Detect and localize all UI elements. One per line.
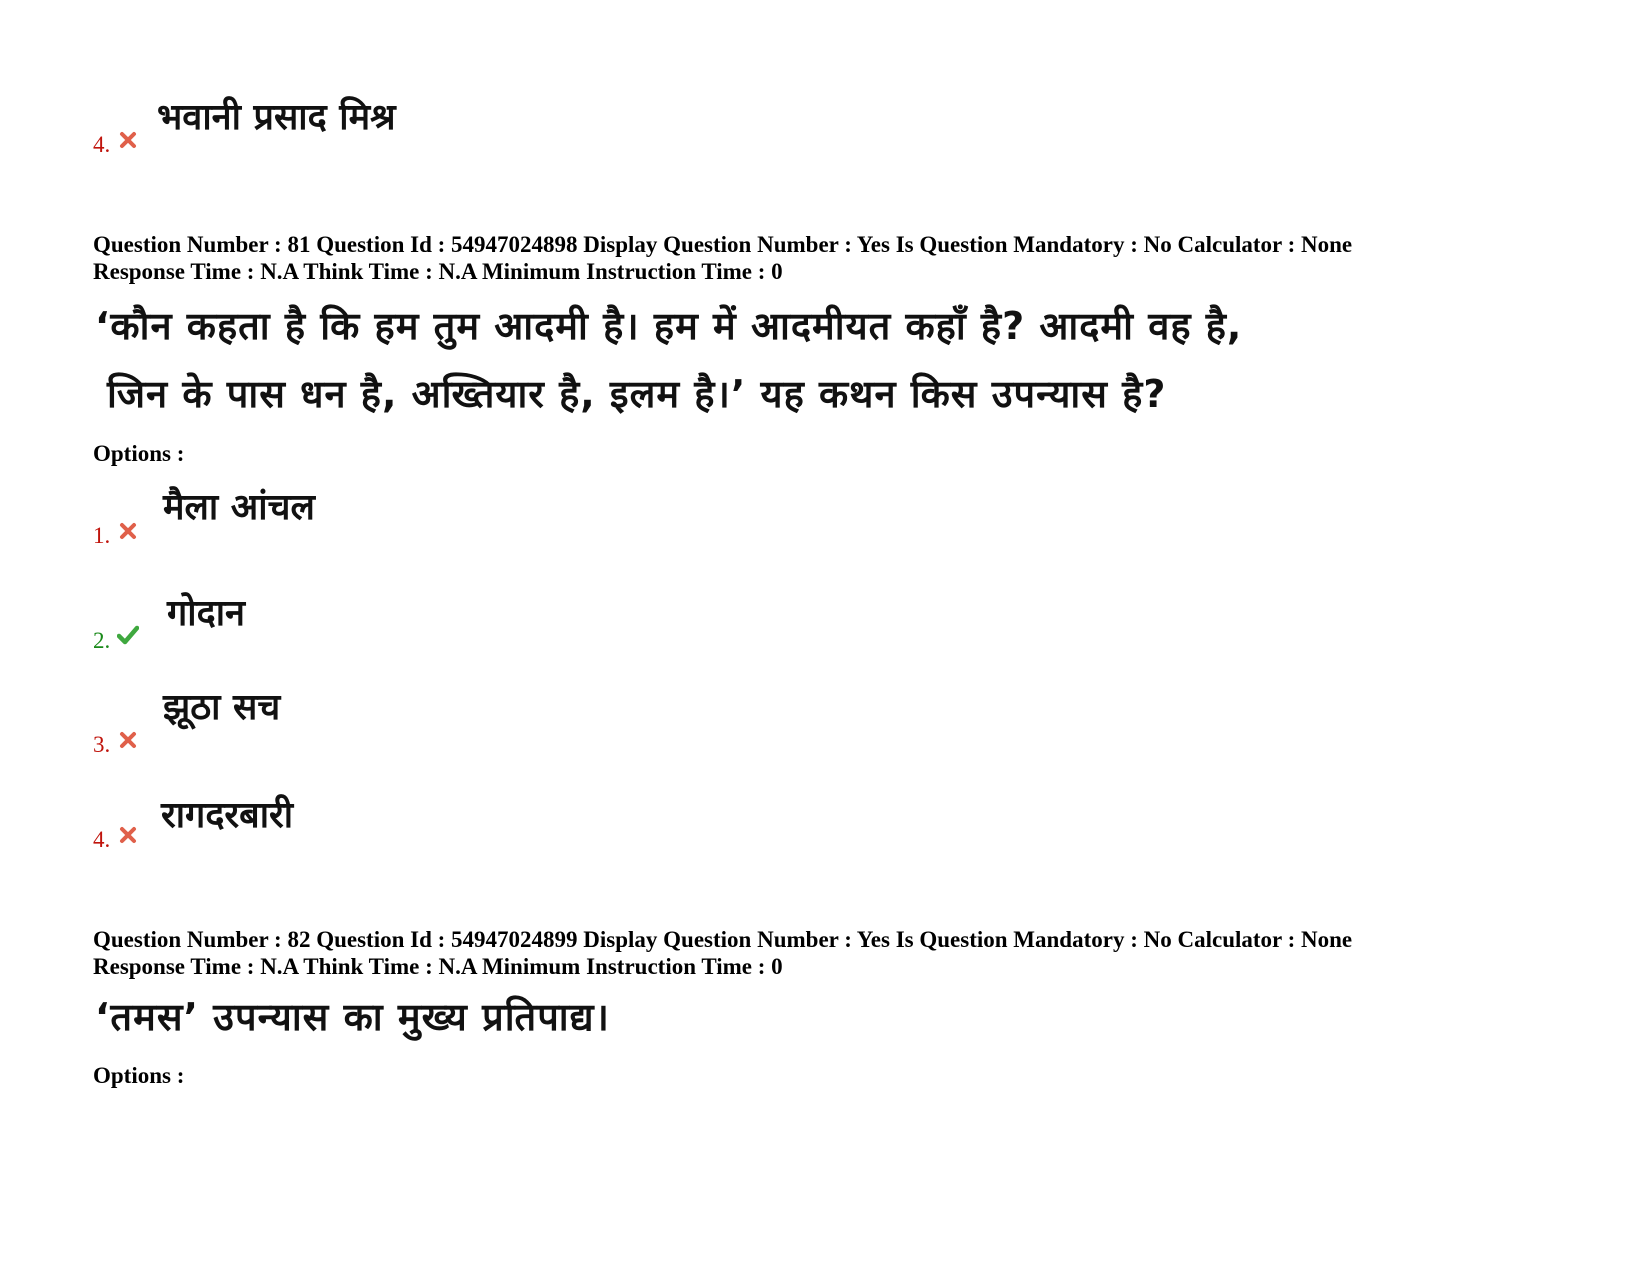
question-text-line2: जिन के पास धन है, अख्तियार है, इलम है।’ यह कथन किस उपन्यास है? xyxy=(107,372,1167,416)
question-text-line1: ‘कौन कहता है कि हम तुम आदमी है। हम में आदमीयत कहाँ है? आदमी वह है, xyxy=(95,304,1243,348)
option-text: झूठा सच xyxy=(163,687,281,728)
option-number: 1. xyxy=(93,523,111,548)
question-meta-line1: Question Number : 82 Question Id : 54947024899 Display Question Number : Yes Is Question Mandatory : No Calculator : None xyxy=(93,927,1353,952)
question-text-line1: ‘तमस’ उपन्यास का मुख्य प्रतिपाद्य। xyxy=(95,995,610,1039)
question-meta-line1: Question Number : 81 Question Id : 54947024898 Display Question Number : Yes Is Question Mandatory : No Calculator : None xyxy=(93,232,1353,257)
options-label: Options : xyxy=(93,1063,185,1088)
option-number: 4. xyxy=(93,827,111,852)
options-label: Options : xyxy=(93,441,185,466)
option-text: रागदरबारी xyxy=(161,795,294,836)
cross-icon xyxy=(119,826,137,844)
option-text: भवानी प्रसाद मिश्र xyxy=(157,97,396,138)
option-number: 4. xyxy=(93,132,111,157)
question-meta-line2: Response Time : N.A Think Time : N.A Minimum Instruction Time : 0 xyxy=(93,259,783,284)
cross-icon xyxy=(119,731,137,749)
cross-icon xyxy=(119,131,137,149)
option-text: मैला आंचल xyxy=(163,487,315,528)
option-text: गोदान xyxy=(167,593,246,634)
question-meta-line2: Response Time : N.A Think Time : N.A Minimum Instruction Time : 0 xyxy=(93,954,783,979)
check-icon xyxy=(117,625,139,645)
option-number: 2. xyxy=(93,628,111,653)
option-number: 3. xyxy=(93,732,111,757)
cross-icon xyxy=(119,522,137,540)
